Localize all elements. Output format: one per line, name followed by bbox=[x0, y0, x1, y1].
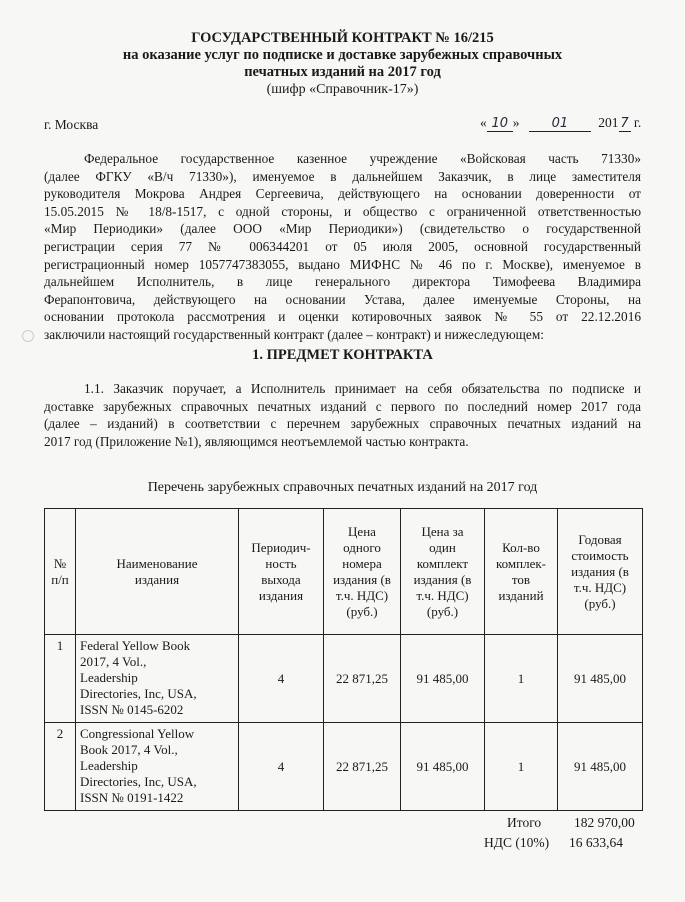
header-set-price: Цена за один комплект издания (в т.ч. НДС) (руб.) bbox=[401, 509, 485, 635]
header-annual: Годовая стоимость издания (в т.ч. НДС) (руб.) bbox=[558, 509, 643, 635]
preamble-line: заключили настоящий государственный контракт (далее – контракт) и нижеследующем: bbox=[44, 326, 544, 342]
contract-title: ГОСУДАРСТВЕННЫЙ КОНТРАКТ № 16/215 bbox=[191, 30, 494, 46]
row-name: Federal Yellow Book 2017, 4 Vol., Leadership Directories, Inc, USA, ISSN № 0145-6202 bbox=[76, 635, 239, 723]
preamble-line: «Мир Периодики» (далее ООО «Мир Периодики») (свидетельство о государственной bbox=[44, 221, 641, 237]
preamble-line: 15.05.2015 № 18/8-1517, с одной стороны, и общество с ограниченной ответственностью bbox=[44, 203, 641, 219]
row-qty: 1 bbox=[485, 723, 558, 811]
publications-table bbox=[44, 508, 643, 811]
section-1-title: 1. ПРЕДМЕТ КОНТРАКТА bbox=[252, 347, 433, 363]
vat-label: НДС (10%) bbox=[484, 835, 550, 850]
header-name: Наименование издания bbox=[76, 509, 239, 635]
preamble-line: основании протокола рассмотрения и оценки котировочных заявок № 55 от 22.12.2016 bbox=[44, 309, 641, 325]
date-open-quote: « bbox=[480, 115, 487, 130]
preamble-line: Ферапонтовича, действующего на основании Устава, далее именуемые Стороны, на bbox=[44, 291, 641, 307]
date-year-digit: 7 bbox=[620, 116, 629, 131]
header-qty: Кол-во комплек- тов изданий bbox=[485, 509, 558, 635]
row-num: 2 bbox=[45, 723, 76, 811]
contract-date bbox=[480, 115, 641, 132]
row-issue-price: 22 871,25 bbox=[324, 635, 401, 723]
place: г. Москва bbox=[44, 117, 99, 132]
row-set-price: 91 485,00 bbox=[401, 635, 485, 723]
row-annual: 91 485,00 bbox=[558, 635, 643, 723]
preamble bbox=[44, 150, 641, 344]
row-qty: 1 bbox=[485, 635, 558, 723]
date-close-quote: » bbox=[512, 115, 520, 130]
clause-line: доставке зарубежных справочных печатных изданий с первого по последний номер 2017 года bbox=[44, 398, 641, 414]
preamble-line: дальнейшем Исполнитель, в лице генерального директора Тимофеева Владимира bbox=[44, 274, 641, 290]
contract-cipher: (шифр «Справочник-17») bbox=[266, 82, 419, 97]
header-periodicity: Периодич- ность выхода издания bbox=[239, 509, 324, 635]
margin-mark bbox=[22, 330, 34, 342]
row-num: 1 bbox=[45, 635, 76, 723]
date-year-prefix: 201 bbox=[598, 115, 619, 130]
header-issue-price: Цена одного номера издания (в т.ч. НДС) (руб.) bbox=[324, 509, 401, 635]
preamble-line: регистрационный номер 1057747383055, выдано МИФНС № 46 по г. Москве), именуемое в bbox=[44, 256, 641, 272]
preamble-line: Федеральное государственное казенное учреждение «Войсковая часть 71330» bbox=[84, 151, 641, 166]
row-issue-price: 22 871,25 bbox=[324, 723, 401, 811]
date-day: 10 bbox=[487, 116, 513, 132]
table-row bbox=[45, 635, 643, 723]
row-periodicity: 4 bbox=[239, 635, 324, 723]
date-month: 01 bbox=[529, 116, 591, 132]
date-year-suffix: г. bbox=[630, 115, 642, 130]
total-label: Итого bbox=[507, 815, 542, 830]
clause-line: 1.1. Заказчик поручает, а Исполнитель принимает на себя обязательства по подписке и bbox=[84, 381, 641, 396]
clause-1-1 bbox=[44, 380, 641, 450]
row-name: Congressional Yellow Book 2017, 4 Vol., Leadership Directories, Inc, USA, ISSN № 0191-1422 bbox=[76, 723, 239, 811]
total-value: 182 970,00 bbox=[574, 815, 635, 830]
contract-subject-line-1: на оказание услуг по подписке и доставке зарубежных справочных bbox=[122, 47, 563, 63]
table-row bbox=[45, 723, 643, 811]
clause-line: (далее – изданий) в соответствии с перечнем зарубежных справочных печатных изданий на bbox=[44, 416, 641, 432]
table-caption: Перечень зарубежных справочных печатных изданий на 2017 год bbox=[147, 480, 538, 495]
table-header-row bbox=[45, 509, 643, 635]
clause-line: 2017 год (Приложение №1), являющимся неотъемлемой частью контракта. bbox=[44, 433, 469, 449]
preamble-line: руководителя Мокрова Андрея Сергеевича, действующего на основании доверенности от bbox=[44, 186, 641, 202]
vat-value: 16 633,64 bbox=[569, 835, 623, 850]
row-annual: 91 485,00 bbox=[558, 723, 643, 811]
header-num: № п/п bbox=[45, 509, 76, 635]
preamble-line: (далее ФГКУ «В/ч 71330»), именуемое в дальнейшем Заказчик, в лице заместителя bbox=[44, 168, 641, 184]
row-periodicity: 4 bbox=[239, 723, 324, 811]
row-set-price: 91 485,00 bbox=[401, 723, 485, 811]
preamble-line: регистрации серия 77 № 006344201 от 05 июля 2005, основной государственный bbox=[44, 238, 641, 254]
contract-subject-line-2: печатных изданий на 2017 год bbox=[244, 64, 441, 80]
